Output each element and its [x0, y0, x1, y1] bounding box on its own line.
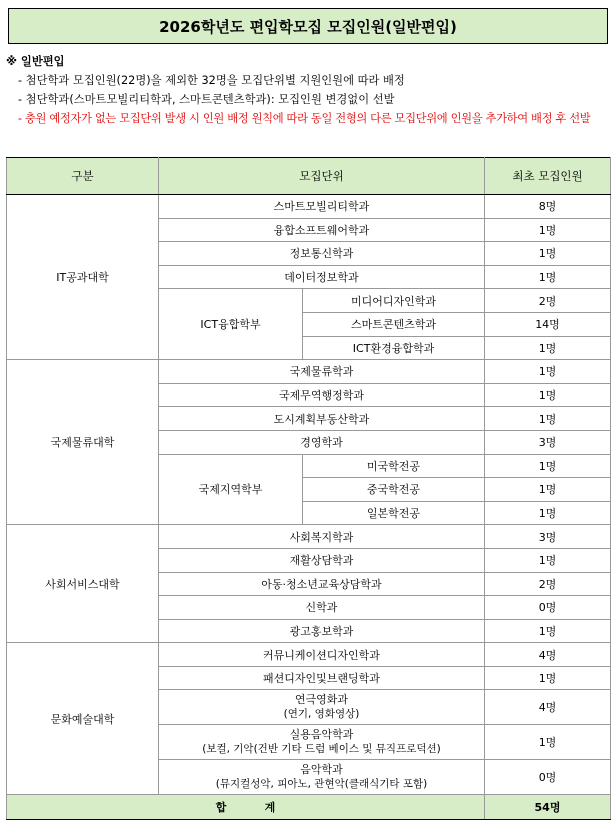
unit-name: 광고홍보학과: [159, 619, 485, 643]
table-header-row: [7, 158, 611, 195]
unit-count: 2명: [485, 572, 611, 596]
unit-count: 1명: [485, 265, 611, 289]
note-line-3: - 충원 예정자가 없는 모집단위 발생 시 인원 배정 원칙에 따라 동일 전형의 다른 모집단위에 인원을 추가하여 배정 후 선발: [18, 112, 591, 125]
notes-section: [6, 52, 612, 128]
total-label: 합 계: [7, 795, 485, 820]
unit-name: 중국학전공: [303, 478, 485, 502]
unit-name: 신학과: [159, 596, 485, 620]
total-row: [7, 795, 611, 820]
note-line-1: - 첨단학과 모집인원(22명)을 제외한 32명을 모집단위별 지원인원에 따라 배정: [18, 74, 405, 87]
total-count: 54명: [485, 795, 611, 820]
unit-count: 1명: [485, 407, 611, 431]
unit-count: 0명: [485, 760, 611, 795]
unit-name: 융합소프트웨어학과: [159, 218, 485, 242]
unit-cell: [159, 690, 485, 725]
unit-name: 국제물류학과: [159, 360, 485, 384]
unit-name: 미디어디자인학과: [303, 289, 485, 313]
unit-name: 정보통신학과: [159, 242, 485, 266]
unit-count: 14명: [485, 312, 611, 336]
unit-count: 4명: [485, 690, 611, 725]
unit-detail: (보컬, 기악(건반 기타 드럼 베이스 및 뮤직프로덕션): [202, 743, 441, 756]
unit-name: 패션디자인및브랜딩학과: [159, 666, 485, 690]
unit-count: 2명: [485, 289, 611, 313]
note-line-2: - 첨단학과(스마트모빌리티학과, 스마트콘텐츠학과): 모집인원 변경없이 선발: [18, 93, 395, 106]
unit-name: 경영학과: [159, 430, 485, 454]
unit-count: 1명: [485, 454, 611, 478]
unit-name: 커뮤니케이션디자인학과: [159, 643, 485, 667]
table-row: [7, 195, 611, 219]
unit-name: 음악학과: [300, 763, 343, 777]
unit-name: 재활상담학과: [159, 548, 485, 572]
recruitment-table: [6, 157, 611, 820]
unit-count: 1명: [485, 478, 611, 502]
college-arts: 문화예술대학: [7, 643, 159, 795]
unit-name: 사회복지학과: [159, 525, 485, 549]
unit-count: 1명: [485, 336, 611, 360]
college-it: IT공과대학: [7, 195, 159, 360]
unit-name: 스마트콘텐츠학과: [303, 312, 485, 336]
group-ict: ICT융합학부: [159, 289, 303, 360]
unit-cell: [159, 725, 485, 760]
header-category: 구분: [7, 158, 159, 195]
unit-count: 4명: [485, 643, 611, 667]
unit-detail: (연기, 영화영상): [283, 708, 360, 721]
header-unit: 모집단위: [159, 158, 485, 195]
table-row: [7, 643, 611, 667]
unit-count: 1명: [485, 619, 611, 643]
unit-count: 1명: [485, 725, 611, 760]
unit-name: 국제무역행정학과: [159, 383, 485, 407]
unit-count: 1명: [485, 548, 611, 572]
table-row: [7, 360, 611, 384]
unit-name: 스마트모빌리티학과: [159, 195, 485, 219]
page-title: 2026학년도 편입학모집 모집인원(일반편입): [8, 8, 608, 44]
unit-cell: [159, 760, 485, 795]
unit-count: 1명: [485, 383, 611, 407]
unit-count: 1명: [485, 218, 611, 242]
unit-count: 1명: [485, 666, 611, 690]
college-social: 사회서비스대학: [7, 525, 159, 643]
unit-count: 1명: [485, 360, 611, 384]
unit-count: 3명: [485, 525, 611, 549]
unit-name: 미국학전공: [303, 454, 485, 478]
unit-name: 아동·청소년교육상담학과: [159, 572, 485, 596]
header-count: 최초 모집인원: [485, 158, 611, 195]
unit-name: 일본학전공: [303, 501, 485, 525]
unit-name: 데이터정보학과: [159, 265, 485, 289]
unit-name: 실용음악학과: [289, 728, 354, 742]
notes-heading: ※ 일반편입: [6, 55, 65, 68]
unit-count: 1명: [485, 501, 611, 525]
unit-count: 0명: [485, 596, 611, 620]
unit-count: 3명: [485, 430, 611, 454]
unit-name: ICT환경융합학과: [303, 336, 485, 360]
unit-name: 도시계획부동산학과: [159, 407, 485, 431]
group-regional: 국제지역학부: [159, 454, 303, 525]
unit-name: 연극영화과: [294, 693, 349, 707]
college-logistics: 국제물류대학: [7, 360, 159, 525]
unit-count: 8명: [485, 195, 611, 219]
table-row: [7, 525, 611, 549]
unit-count: 1명: [485, 242, 611, 266]
unit-detail: (뮤지컬성악, 피아노, 관현악(클래식기타 포함): [215, 778, 428, 791]
